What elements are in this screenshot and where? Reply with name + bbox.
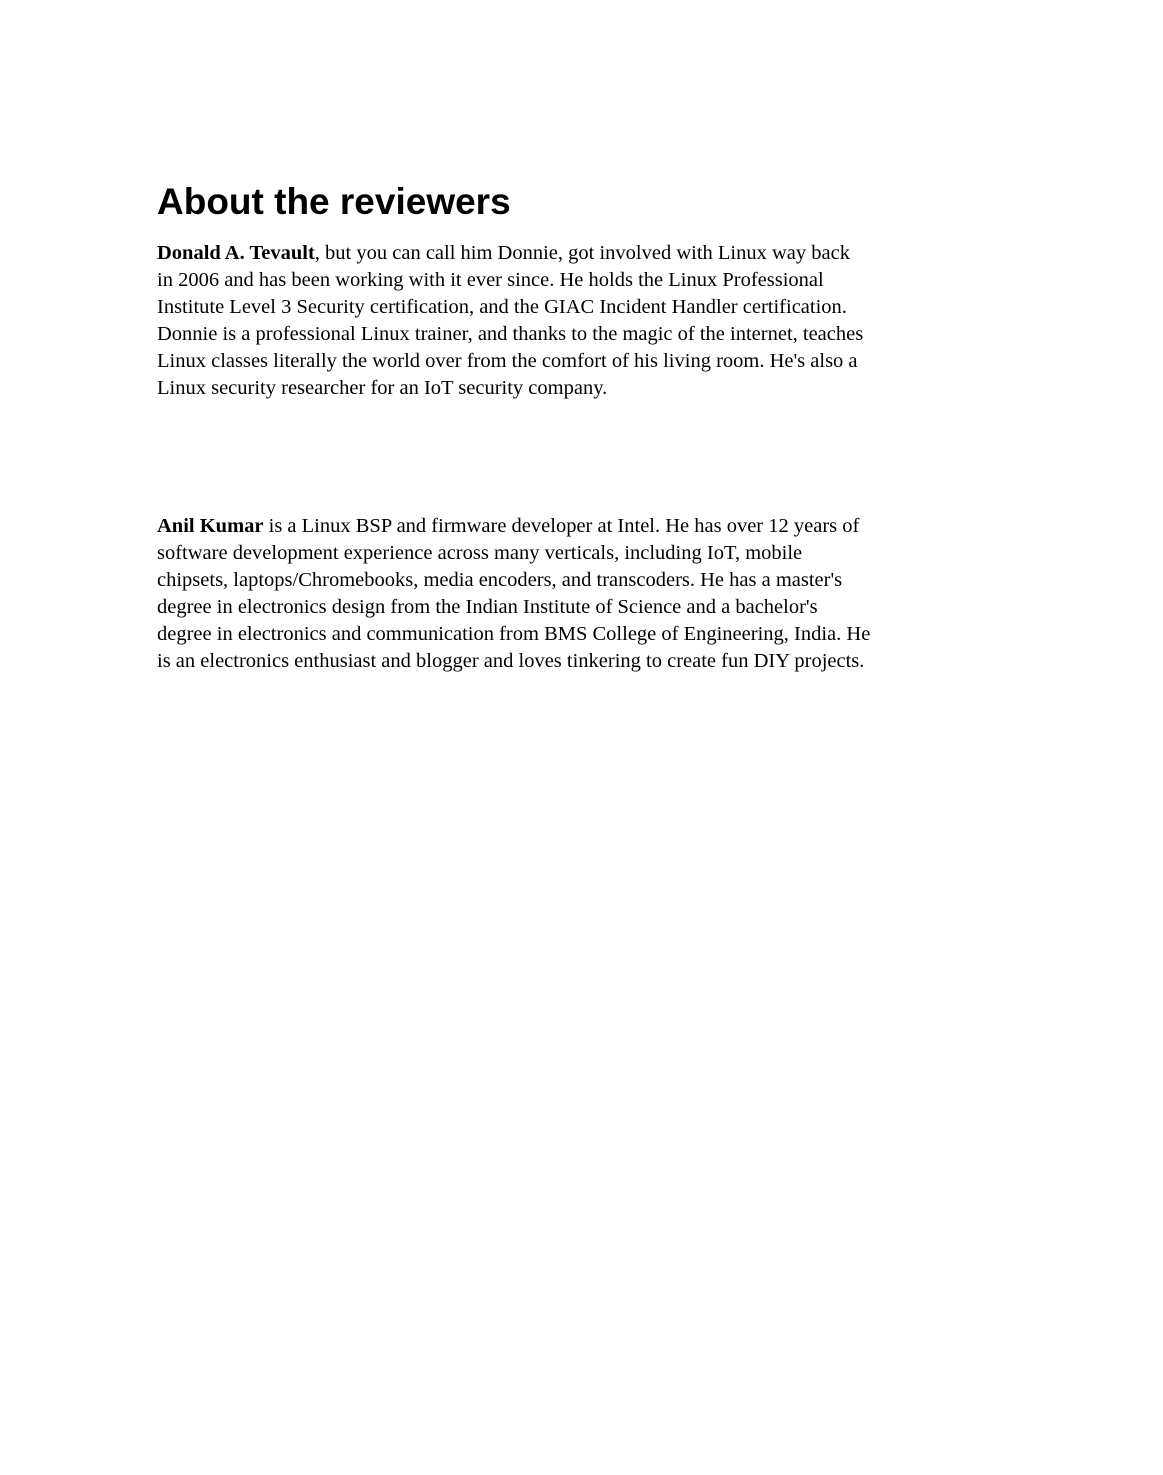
bio-line: Linux classes literally the world over from the comfort of his living room. He's also a	[157, 350, 858, 372]
bio-line: Linux security researcher for an IoT security company.	[157, 377, 608, 399]
bio-line	[157, 240, 1017, 267]
bio-line: degree in electronics design from the Indian Institute of Science and a bachelor's	[157, 596, 818, 618]
bio-line: is an electronics enthusiast and blogger and loves tinkering to create fun DIY projects.	[157, 650, 865, 672]
reviewer-name: Donald A. Tevault	[157, 242, 315, 264]
bio-line	[157, 513, 1017, 540]
reviewer-bio-anil	[157, 513, 1017, 675]
bio-line: Institute Level 3 Security certification, and the GIAC Incident Handler certification.	[157, 296, 847, 318]
bio-text: , but you can call him Donnie, got involved with Linux way back	[314, 242, 850, 264]
reviewer-bio-donald	[157, 240, 1017, 402]
bio-line: Donnie is a professional Linux trainer, and thanks to the magic of the internet, teaches	[157, 323, 864, 345]
bio-line: software development experience across many verticals, including IoT, mobile	[157, 542, 803, 564]
page-title: About the reviewers	[157, 181, 511, 222]
bio-text: is a Linux BSP and firmware developer at Intel. He has over 12 years of	[263, 515, 860, 537]
reviewer-name: Anil Kumar	[157, 515, 264, 537]
bio-line: degree in electronics and communication from BMS College of Engineering, India. He	[157, 623, 871, 645]
bio-line: in 2006 and has been working with it ever since. He holds the Linux Professional	[157, 269, 824, 291]
bio-line: chipsets, laptops/Chromebooks, media encoders, and transcoders. He has a master's	[157, 569, 843, 591]
